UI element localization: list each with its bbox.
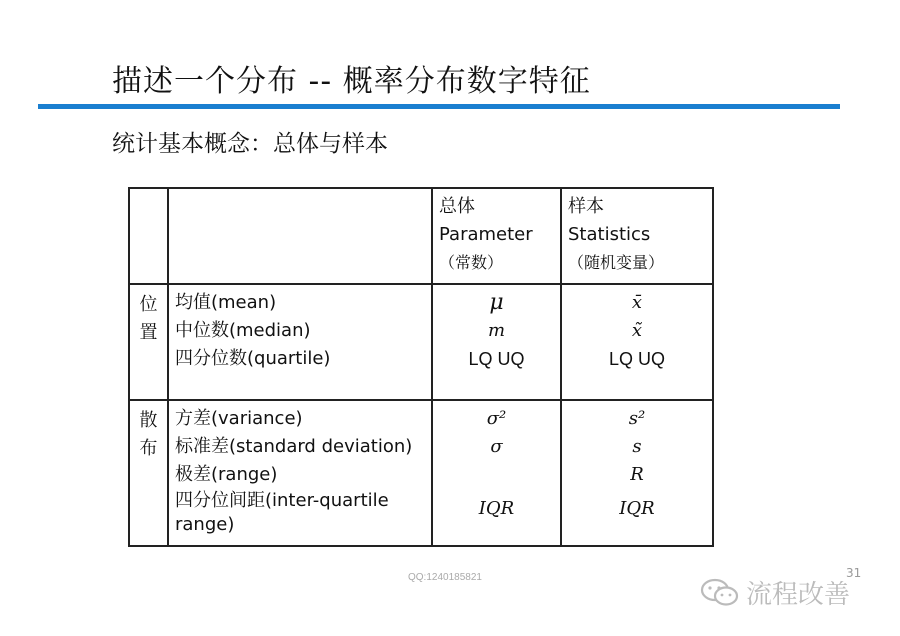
row-label-median: 中位数(median) xyxy=(175,320,311,341)
header-statistic-cell xyxy=(561,188,713,284)
x-bar-symbol: x̄ xyxy=(631,292,643,313)
dispersion-parameters xyxy=(432,400,561,546)
row-label-quartile: 四分位数(quartile) xyxy=(175,348,331,369)
random-variable-note: （随机变量） xyxy=(568,253,665,272)
watermark-text: 流程改善 xyxy=(746,580,851,610)
iqr-parameter: IQR xyxy=(478,498,515,519)
population-label: 总体 xyxy=(439,196,475,217)
empty-range-parameter xyxy=(439,461,554,489)
row-label-range: 极差(range) xyxy=(175,464,278,485)
statistic-quartiles: LQ UQ xyxy=(608,349,665,369)
category-dispersion: 散 布 xyxy=(129,400,168,546)
table-row-location xyxy=(129,284,713,400)
x-tilde-symbol: x̃ xyxy=(631,320,643,341)
dispersion-statistics xyxy=(561,400,713,546)
header-label-cell xyxy=(168,188,432,284)
header-empty-cell xyxy=(129,188,168,284)
m-symbol: m xyxy=(487,320,506,341)
row-label-std-dev: 标准差(standard deviation) xyxy=(175,436,413,457)
statistics-label: Statistics xyxy=(568,224,651,245)
table-header-row xyxy=(129,188,713,284)
slide-subtitle: 统计基本概念：总体与样本 xyxy=(112,131,388,157)
stats-table xyxy=(128,187,714,547)
r-symbol: R xyxy=(630,464,644,485)
s-squared-symbol: s² xyxy=(628,408,646,429)
constant-note: （常数） xyxy=(439,253,504,272)
s-symbol: s xyxy=(632,436,642,457)
row-label-variance: 方差(variance) xyxy=(175,408,303,429)
location-statistics xyxy=(561,284,713,400)
category-location: 位 置 xyxy=(129,284,168,400)
header-parameter-cell xyxy=(432,188,561,284)
sigma-squared-symbol: σ² xyxy=(486,408,507,429)
row-label-iqr: 四分位间距(inter-quartile range) xyxy=(175,490,389,535)
location-labels xyxy=(168,284,432,400)
slide-title: 描述一个分布 -- 概率分布数字特征 xyxy=(112,64,591,99)
parameter-quartiles: LQ UQ xyxy=(468,349,525,369)
iqr-statistic: IQR xyxy=(619,498,655,519)
mu-symbol: μ xyxy=(489,290,504,315)
page-number: 31 xyxy=(846,566,862,580)
watermark xyxy=(700,574,850,611)
title-divider xyxy=(38,104,840,109)
table-row-dispersion xyxy=(129,400,713,546)
dispersion-labels xyxy=(168,400,432,546)
location-parameters xyxy=(432,284,561,400)
wechat-icon xyxy=(700,577,740,609)
sample-label: 样本 xyxy=(568,196,604,217)
sigma-symbol: σ xyxy=(490,436,503,457)
qq-footer: QQ:1240185821 xyxy=(408,572,482,583)
row-label-mean: 均值(mean) xyxy=(175,292,277,313)
parameter-label: Parameter xyxy=(439,224,533,245)
